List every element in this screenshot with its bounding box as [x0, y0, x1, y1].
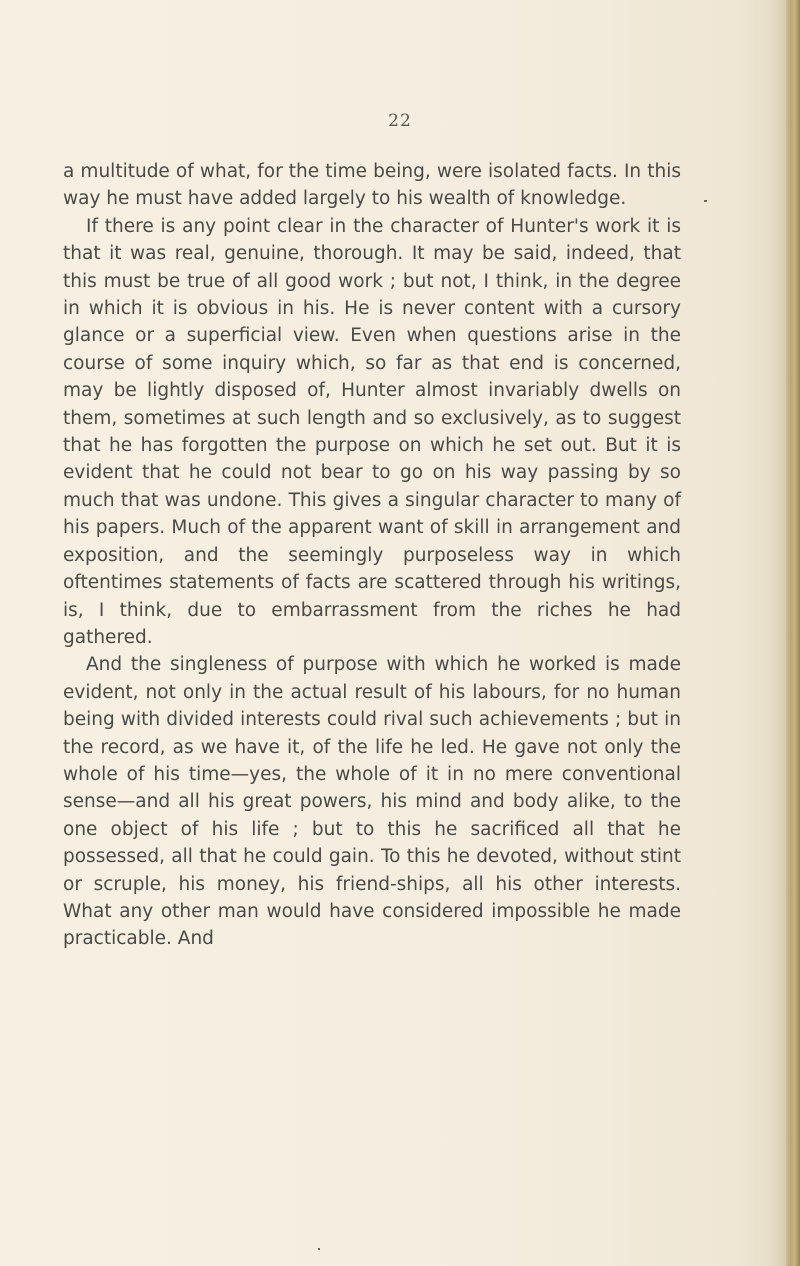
book-edge	[786, 0, 800, 1266]
page-gutter-shadow	[768, 0, 786, 1266]
paper-speck	[318, 1248, 320, 1250]
body-text	[63, 158, 681, 953]
paragraph-2: If there is any point clear in the character of Hunter's work it is that it was real, genuine, thorough. It may be said, indeed, that this must be true of all good work ; but not, I think, in the degree in which it is obvious in his. He is never content with a cursory glance or a superficial view. Even when questions arise in the course of some inquiry which, so far as that end is concerned, may be lightly disposed of, Hunter almost invariably dwells on them, sometimes at such length and so exclusively, as to suggest that he has forgotten the purpose on which he set out. But it is evident that he could not bear to go on his way passing by so much that was undone. This gives a singular character to many of his papers. Much of the apparent want of skill in arrangement and exposition, and the seemingly purposeless way in which oftentimes statements of facts are scattered through his writings, is, I think, due to embarrassment from the riches he had gathered.	[63, 215, 681, 648]
paragraph-1: a multitude of what, for the time being, were isolated facts. In this way he must have added largely to his wealth of knowledge.	[63, 161, 681, 210]
paragraph-3: And the singleness of purpose with which he worked is made evident, not only in the actual result of his labours, for no human being with divided interests could rival such achievements ; but in the record, as we have it, of the life he led. He gave not only the whole of his time—yes, the whole of it in no mere conventional sense—and all his great powers, his mind and body alike, to the one object of his life ; but to this he sacrificed all that he possessed, all that he could gain. To this he devoted, without stint or scruple, his money, his friend-ships, all his other interests. What any other man would have considered impossible he made practicable. And	[63, 654, 681, 950]
page-number: 22	[388, 111, 412, 131]
paper-speck	[704, 200, 707, 202]
